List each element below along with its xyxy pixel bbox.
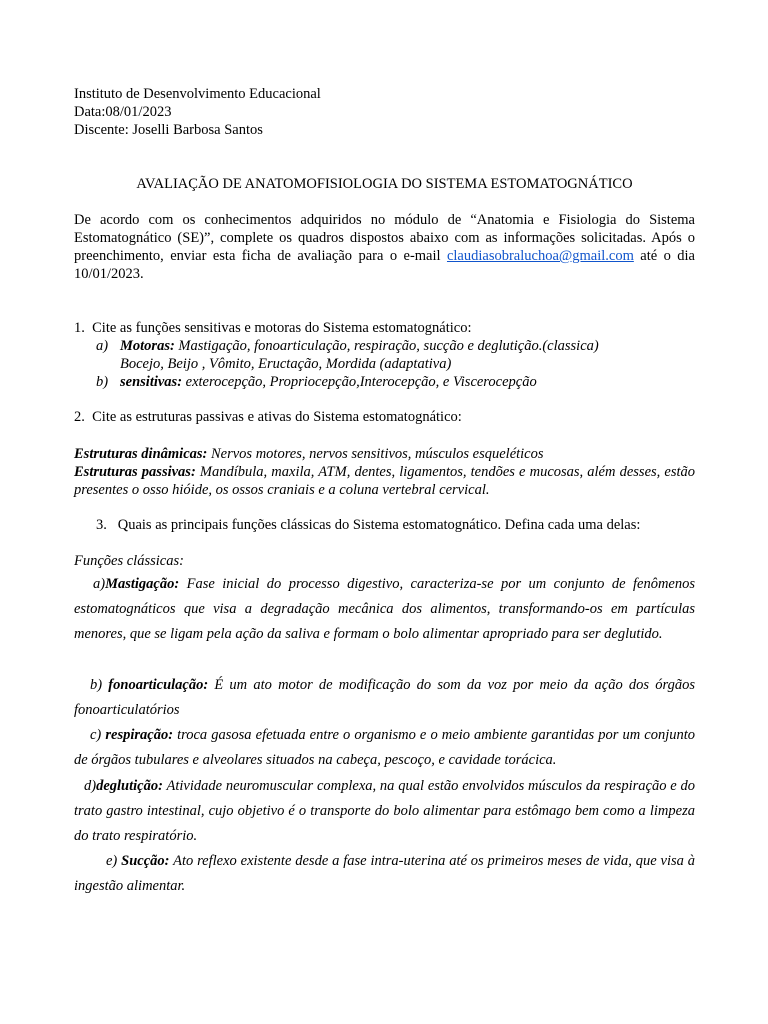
q1-item-b-marker: b): [96, 374, 109, 390]
q1-item-b-content: [120, 373, 537, 391]
q1-item-a-text-2: Bocejo, Beijo , Vômito, Eructação, Mordida (adaptativa): [120, 356, 452, 372]
q1-item-a-marker: a): [96, 338, 109, 354]
intro-text: De acordo com os conhecimentos adquiridos no módulo de “Anatomia e Fisiologia do Sistema Estomatognático (SE)”, complete os quadros dispostos abaixo com as informações solicitadas. Após o preenchimento, enviar esta ficha de avaliação para o e-mail: [74, 212, 695, 264]
q1-item-a-label: Motoras:: [120, 338, 175, 354]
function-a-marker: a): [93, 576, 106, 592]
function-d-label: deglutição:: [96, 778, 163, 794]
question-3-text: Quais as principais funções clássicas do Sistema estomatognático. Defina cada uma delas:: [117, 517, 641, 533]
passive-structures-label: Estruturas passivas:: [74, 464, 196, 480]
function-e-marker: e): [106, 853, 118, 869]
page-title: AVALIAÇÃO DE ANATOMOFISIOLOGIA DO SISTEMA ESTOMATOGNÁTICO: [136, 176, 633, 192]
function-item-c: [74, 723, 695, 773]
function-d-marker: d): [84, 778, 97, 794]
question-2-text: Cite as estruturas passivas e ativas do Sistema estomatognático:: [92, 409, 462, 425]
question-3-number: 3.: [96, 517, 107, 533]
function-b-marker: b): [90, 677, 103, 693]
passive-structures-text: Mandíbula, maxila, ATM, dentes, ligamentos, tendões e mucosas, além desses, estão presentes o osso hióide, os ossos craniais e a coluna vertebral cervical.: [74, 464, 695, 498]
classic-functions-heading: Funções clássicas:: [74, 553, 184, 569]
institution-name: Instituto de Desenvolvimento Educacional: [74, 86, 321, 102]
intro-text-end: até o dia 10/01/2023.: [74, 248, 695, 282]
q1-item-b-label: sensitivas:: [120, 374, 183, 390]
passive-structures: [74, 463, 695, 499]
question-1-text: Cite as funções sensitivas e motoras do Sistema estomatognático:: [92, 320, 472, 336]
email-link[interactable]: claudiasobraluchoa@gmail.com: [446, 248, 634, 264]
dynamic-structures: [74, 445, 544, 463]
function-item-b: [74, 673, 695, 723]
dynamic-structures-text: Nervos motores, nervos sensitivos, músculos esqueléticos: [207, 446, 544, 462]
intro-paragraph: [74, 211, 695, 283]
student-name: Discente: Joselli Barbosa Santos: [74, 122, 263, 138]
function-a-text: Fase inicial do processo digestivo, caracteriza-se por um conjunto de fenômenos estomatognáticos que visa a degradação mecânica dos alimentos, transformando-os em partículas menores, que se ligam pela ação da saliva e formam o bolo alimentar apropriado para ser deglutido.: [74, 576, 695, 643]
question-1: [74, 319, 471, 337]
q1-item-a-content: [120, 337, 599, 355]
function-d-text: Atividade neuromuscular complexa, na qual estão envolvidos músculos da respiração e do trato gastro intestinal, cujo objetivo é o transporte do bolo alimentar para estômago bem como a limpeza do trato respiratório.: [74, 778, 695, 845]
function-c-label: respiração:: [105, 727, 174, 743]
function-c-marker: c): [90, 727, 102, 743]
function-item-d: [74, 774, 695, 850]
function-c-text: troca gasosa efetuada entre o organismo e o meio ambiente garantidas por um conjunto de órgãos tubulares e alveolares situados na cabeça, pescoço, e cavidade torácica.: [74, 727, 695, 769]
question-1-number: 1.: [74, 320, 85, 336]
function-a-label: Mastigação:: [105, 576, 180, 592]
question-2: [74, 408, 462, 426]
function-b-label: fonoarticulação:: [108, 677, 209, 693]
question-3: [96, 516, 640, 534]
q1-item-b: [96, 373, 108, 391]
function-b-text: É um ato motor de modificação do som da voz por meio da ação dos órgãos fonoarticulatórios: [74, 677, 696, 719]
function-e-label: Sucção:: [121, 853, 170, 869]
q1-item-a: [96, 337, 108, 355]
question-2-number: 2.: [74, 409, 85, 425]
function-e-text: Ato reflexo existente desde a fase intra-uterina até os primeiros meses de vida, que visa à ingestão alimentar.: [74, 853, 696, 895]
document-date: Data:08/01/2023: [74, 104, 172, 120]
q1-item-a-text: Mastigação, fonoarticulação, respiração, sucção e deglutição.(classica): [174, 338, 599, 354]
q1-item-b-text: exterocepção, Propriocepção,Interocepção, e Viscerocepção: [182, 374, 537, 390]
function-item-a: [74, 572, 695, 648]
function-item-e: [74, 849, 695, 899]
dynamic-structures-label: Estruturas dinâmicas:: [74, 446, 208, 462]
